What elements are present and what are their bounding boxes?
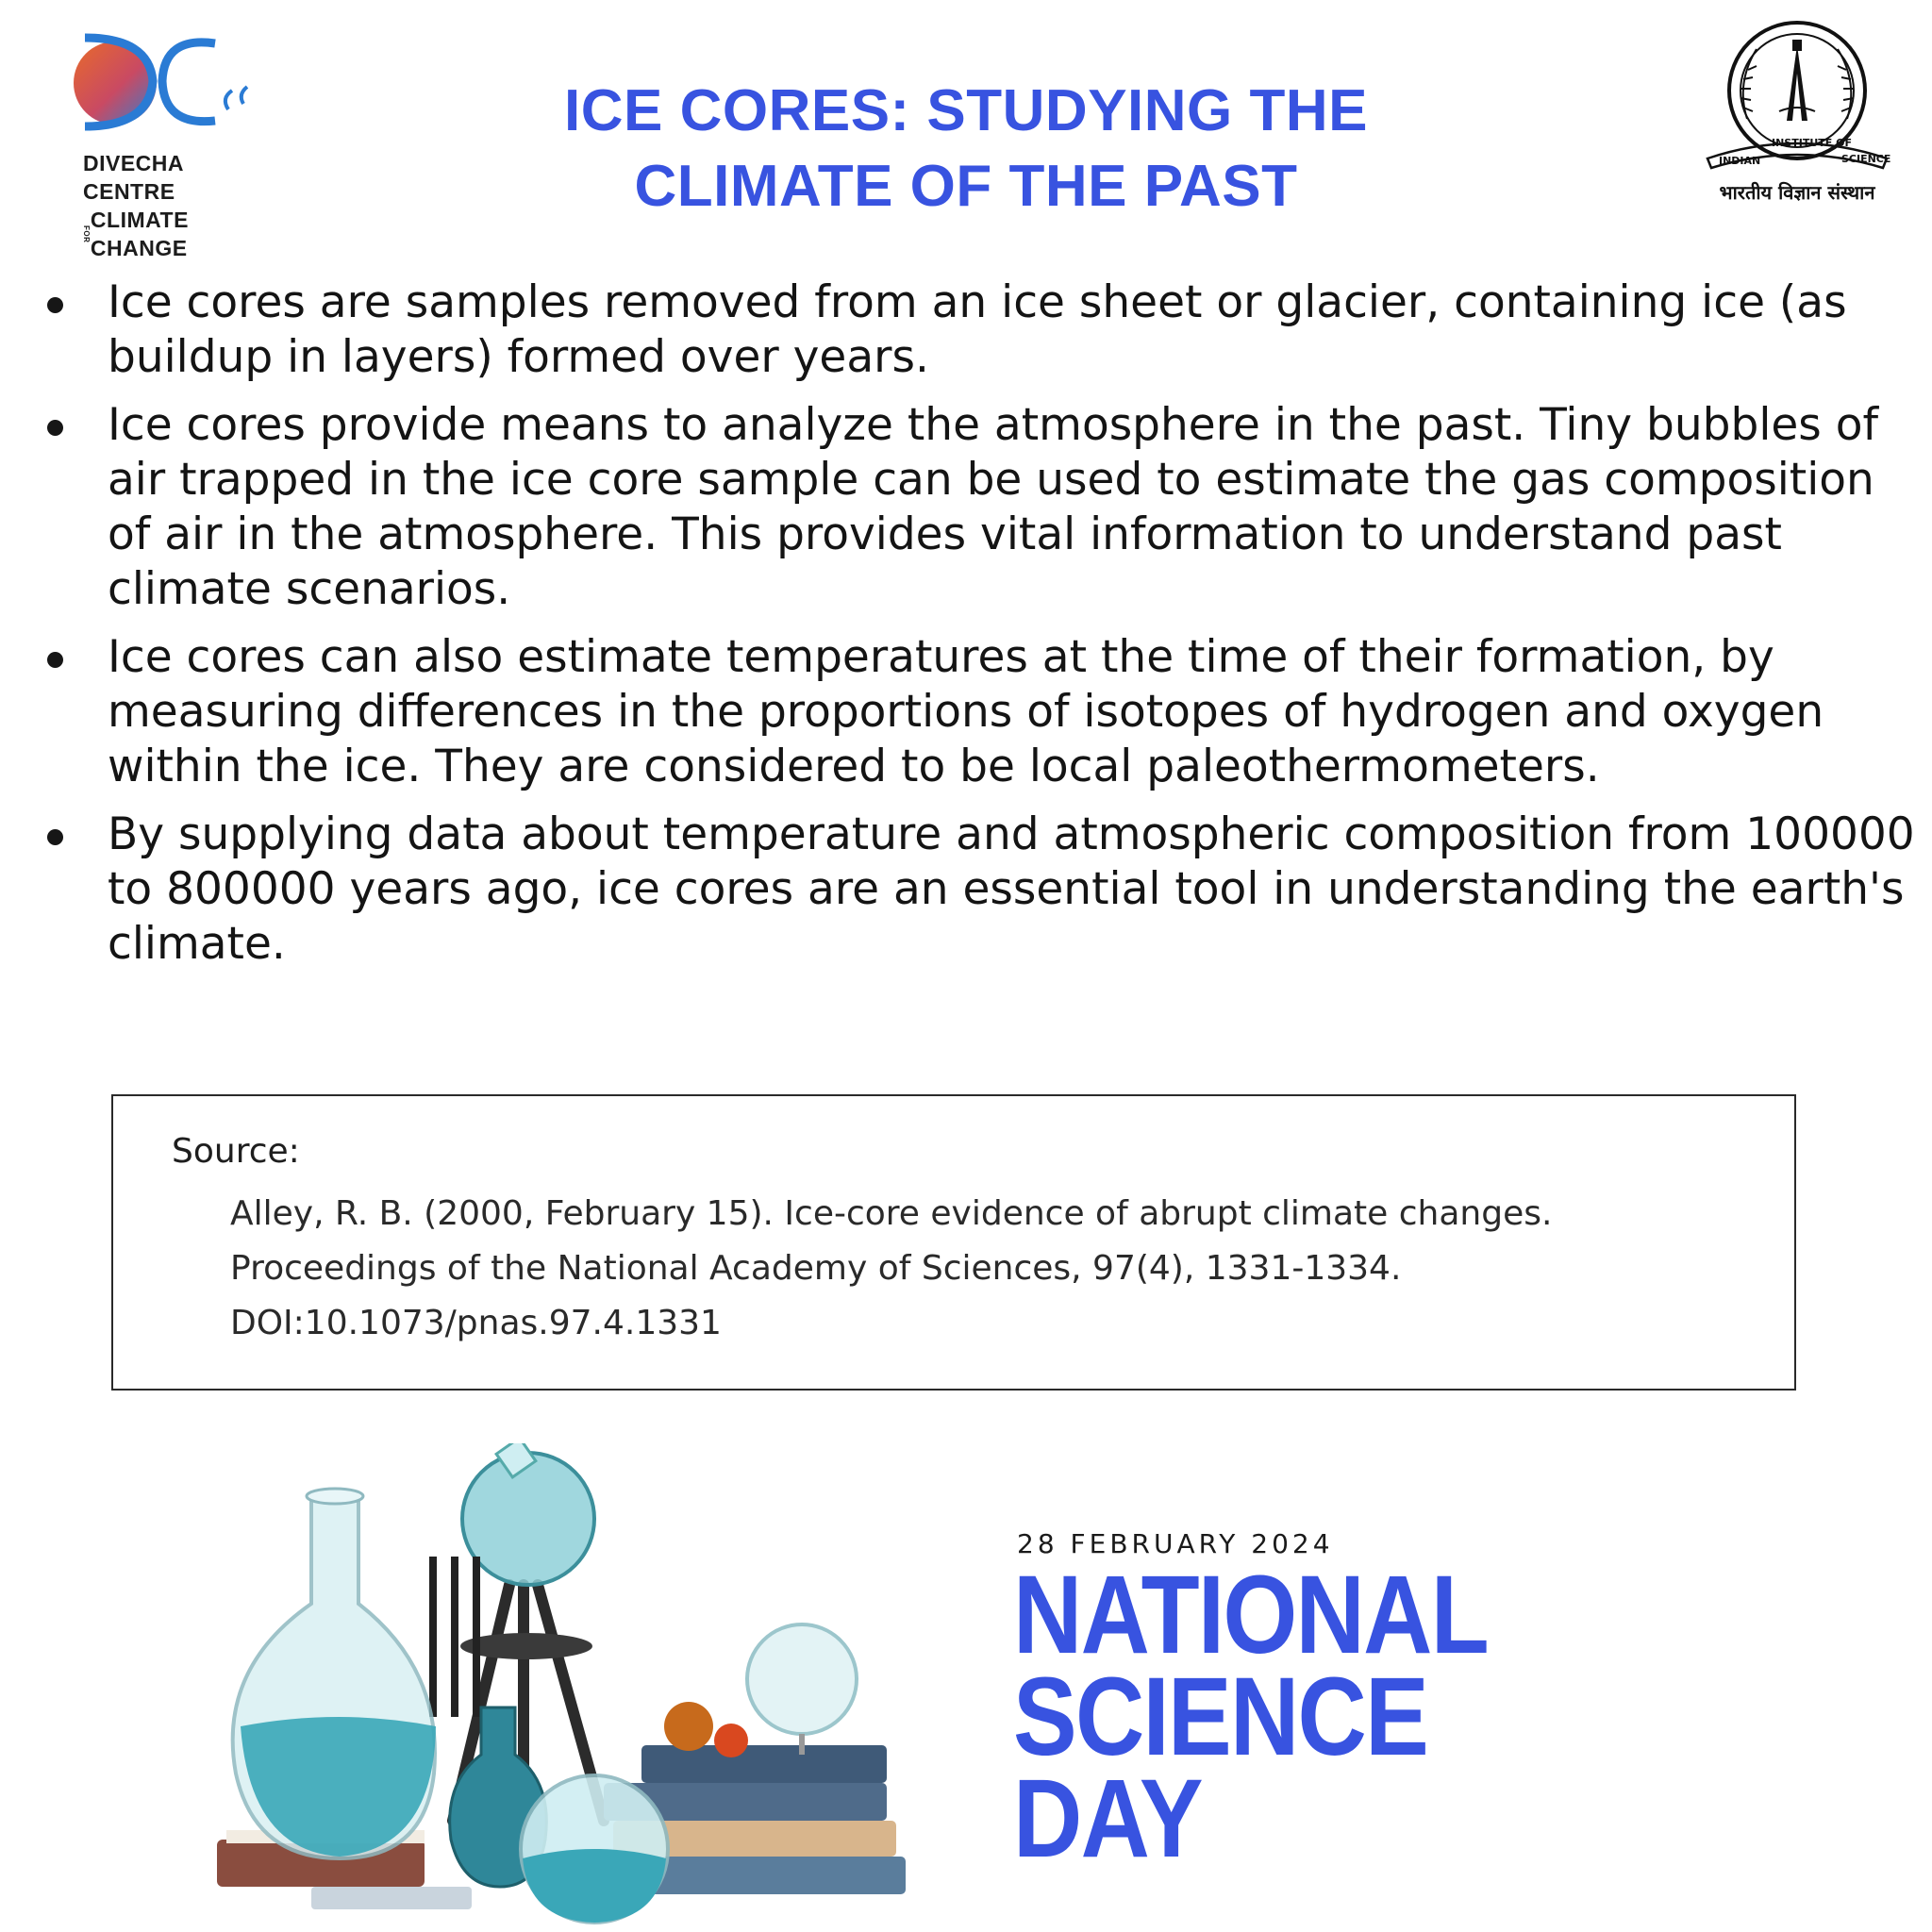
bullet-item [45,808,1915,972]
event-title-line3: DAY [1013,1757,1202,1881]
bullet-dot-icon [47,652,63,668]
source-label: Source: [172,1132,300,1171]
bullet-dot-icon [47,829,63,845]
bullet-text: Ice cores can also estimate temperatures at the time of their formation, by measuring differences in the proportions of isotopes of hydrogen and oxygen within the ice. They are considered to be local paleothermometers. [108,631,1824,792]
bullet-item [45,275,1894,385]
bullet-item [45,630,1894,794]
title-line-2: CLIMATE OF THE PAST [634,154,1298,219]
iisc-emblem-icon [1698,17,1896,182]
iisc-arc-left: INDIAN [1719,155,1761,167]
laboratory-glassware-illustration [198,1443,981,1924]
divecha-name-for: FOR [81,225,91,243]
event-date: 28 FEBRUARY 2024 [1017,1528,1334,1559]
divecha-name-line2: CLIMATE CHANGE [90,208,189,260]
iisc-arc-mid: INSTITUTE OF [1772,137,1852,149]
bullet-text: Ice cores are samples removed from an ice sheet or glacier, containing ice (as buildup in layers) formed over years. [108,276,1847,383]
iisc-logo [1698,17,1896,206]
event-title [1013,1553,1488,1881]
bullet-dot-icon [47,297,63,313]
bullet-text: Ice cores provide means to analyze the atmosphere in the past. Tiny bubbles of air trapped in the ice core sample can be used to estimate the gas composition of air in the atmosphere. This provides vital information to understand past climate scenarios. [108,399,1879,615]
page-title [0,74,1932,225]
event-title-line2: SCIENCE [1013,1655,1428,1779]
bullet-item [45,398,1894,617]
divecha-name-line1: DIVECHA CENTRE [83,151,184,204]
bullet-dot-icon [47,420,63,436]
iisc-arc-right: SCIENCE [1841,153,1891,165]
iisc-hindi-name: भारतीय विज्ञान संस्थान [1719,181,1875,204]
source-reference: Alley, R. B. (2000, February 15). Ice-core evidence of abrupt climate changes. Proceedings of the National Academy of Sciences, 97(4), 1331-1334. DOI:10.1073/pnas.97.4.1331 [230,1194,1553,1342]
title-line-1: ICE CORES: STUDYING THE [563,78,1368,143]
event-title-line1: NATIONAL [1013,1553,1488,1677]
source-box [111,1094,1796,1391]
bullet-text: By supplying data about temperature and atmospheric composition from 100000 to 800000 years ago, ice cores are an essential tool in understanding the earth's climate. [108,808,1915,970]
bullet-list [45,275,1915,985]
